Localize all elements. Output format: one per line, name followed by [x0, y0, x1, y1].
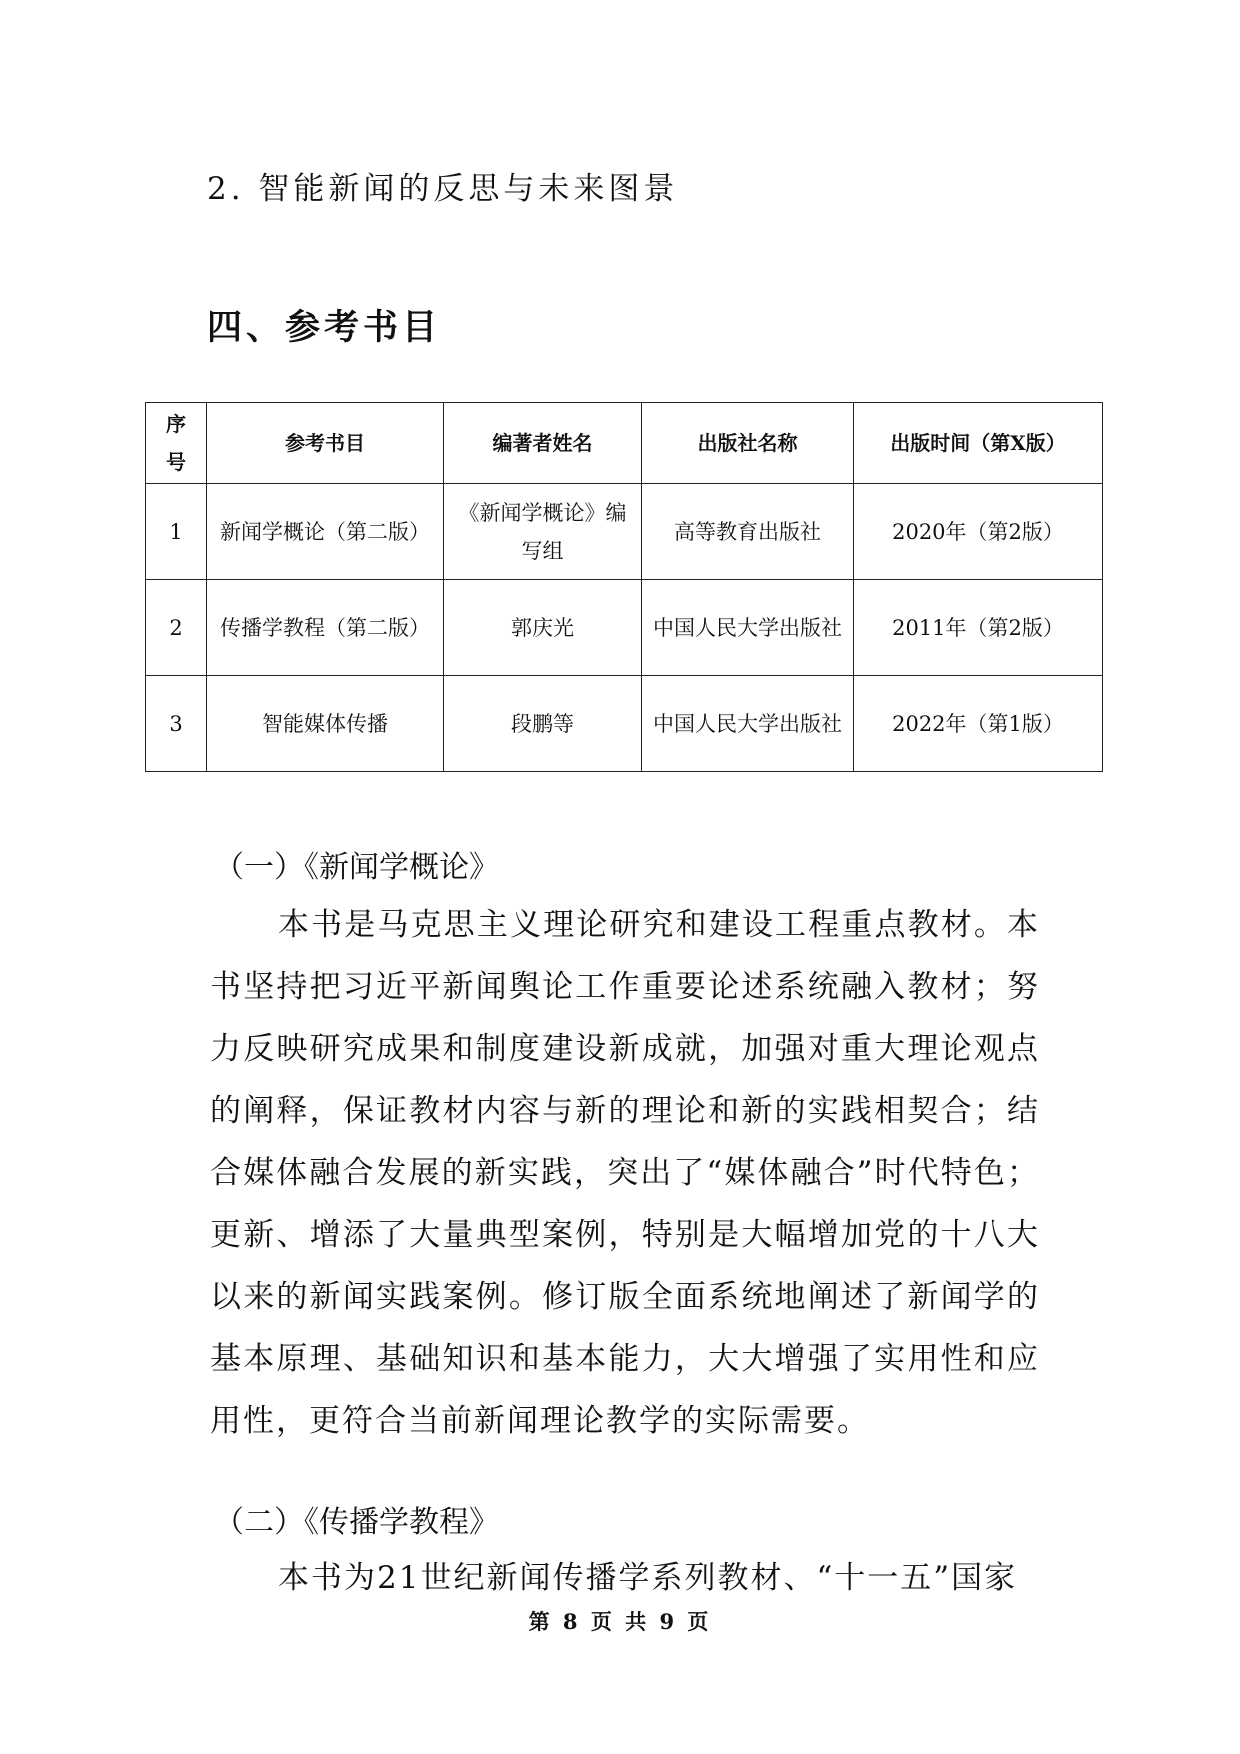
cell-author: 郭庆光 — [444, 580, 642, 676]
table-row — [146, 580, 1103, 676]
cell-index: 1 — [146, 484, 207, 580]
cell-publisher: 中国人民大学出版社 — [642, 580, 854, 676]
cell-publisher: 中国人民大学出版社 — [642, 676, 854, 772]
subheading: 2. 智能新闻的反思与未来图景 — [207, 171, 679, 207]
cell-index: 3 — [146, 676, 207, 772]
cell-date: 2022年（第1版） — [854, 676, 1103, 772]
header-author: 编著者姓名 — [444, 403, 642, 484]
header-book: 参考书目 — [207, 403, 444, 484]
book1-title: （一）《新闻学概论》 — [214, 850, 499, 885]
cell-author: 《新闻学概论》编写组 — [444, 484, 642, 580]
cell-book: 新闻学概论（第二版） — [207, 484, 444, 580]
header-date: 出版时间（第X版） — [854, 403, 1103, 484]
cell-date: 2020年（第2版） — [854, 484, 1103, 580]
table-row — [146, 676, 1103, 772]
cell-date: 2011年（第2版） — [854, 580, 1103, 676]
table-header-row — [146, 403, 1103, 484]
cell-author: 段鹏等 — [444, 676, 642, 772]
book1-paragraph: 本书是马克思主义理论研究和建设工程重点教材。本书坚持把习近平新闻舆论工作重要论述系统融入教材；努力反映研究成果和制度建设新成就，加强对重大理论观点的阐释，保证教材内容与新的理论和新的实践相契合；结合媒体融合发展的新实践，突出了“媒体融合”时代特色；更新、增添了大量典型案例，特别是大幅增加党的十八大以来的新闻实践案例。修订版全面系统地阐述了新闻学的基本原理、基础知识和基本能力，大大增强了实用性和应用性，更符合当前新闻理论教学的实际需要。 — [210, 907, 1040, 1439]
page-footer: 第 8 页 共 9 页 — [528, 1609, 712, 1634]
cell-book: 智能媒体传播 — [207, 676, 444, 772]
header-index: 序号 — [146, 403, 207, 484]
header-publisher: 出版社名称 — [642, 403, 854, 484]
table-row — [146, 484, 1103, 580]
reference-table — [145, 402, 1103, 772]
section-title: 四、参考书目 — [207, 307, 442, 348]
cell-index: 2 — [146, 580, 207, 676]
cell-publisher: 高等教育出版社 — [642, 484, 854, 580]
cell-book: 传播学教程（第二版） — [207, 580, 444, 676]
book2-paragraph: 本书为21世纪新闻传播学系列教材、“十一五”国家 — [278, 1560, 1018, 1596]
book2-title: （二）《传播学教程》 — [214, 1505, 499, 1540]
